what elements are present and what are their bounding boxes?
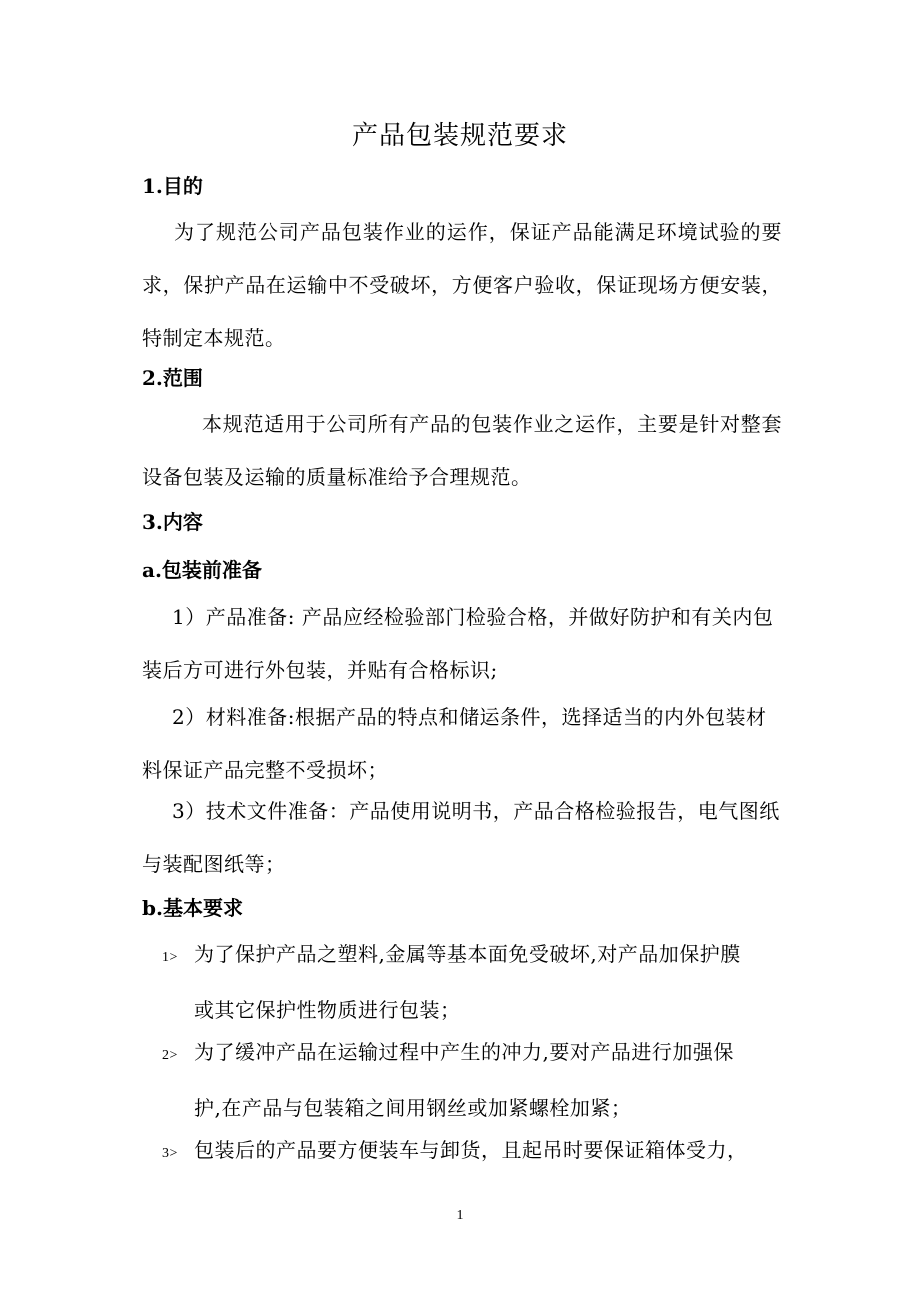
section-heading-basic: b.基本要求 xyxy=(142,896,243,920)
basic-item-number: 3> xyxy=(162,1146,178,1161)
basic-item-text: 为了缓冲产品在运输过程中产生的冲力,要对产品进行加强保 xyxy=(194,1040,734,1064)
basic-item-continuation: 或其它保护性物质进行包装； xyxy=(194,998,461,1022)
basic-item-number: 2> xyxy=(162,1048,178,1063)
basic-item-text: 为了保护产品之塑料,金属等基本面免受破坏,对产品加保护膜 xyxy=(194,942,741,966)
basic-item-text: 包装后的产品要方便装车与卸货，且起吊时要保证箱体受力， xyxy=(194,1138,748,1162)
page-number: 1 xyxy=(456,1208,464,1223)
section-heading-purpose: 1.目的 xyxy=(142,174,203,198)
section-heading-content: 3.内容 xyxy=(142,510,203,534)
section-heading-prep: a.包装前准备 xyxy=(142,558,262,582)
section-body-purpose: 为了规范公司产品包装作业的运作，保证产品能满足环境试验的要求，保护产品在运输中不受破坏，方便客户验收，保证现场方便安装，特制定本规范。 xyxy=(142,220,782,350)
basic-item-2 xyxy=(162,1026,782,1135)
prep-item-1: 1）产品准备: 产品应经检验部门检验合格，并做好防护和有关内包装后方可进行外包装，并贴有合格标识; xyxy=(142,605,774,682)
basic-item-continuation: 护,在产品与包装箱之间用钢丝或加紧螺栓加紧； xyxy=(194,1096,632,1120)
prep-item-2: 2）材料准备:根据产品的特点和储运条件，选择适当的内外包装材料保证产品完整不受损坏； xyxy=(142,705,767,782)
section-heading-scope: 2.范围 xyxy=(142,366,203,390)
basic-item-number: 1> xyxy=(162,950,178,965)
section-body-scope: 本规范适用于公司所有产品的包装作业之运作，主要是针对整套设备包装及运输的质量标准给予合理规范。 xyxy=(142,412,782,489)
prep-item-3: 3）技术文件准备：产品使用说明书，产品合格检验报告，电气图纸与装配图纸等； xyxy=(142,799,780,876)
document-title: 产品包装规范要求 xyxy=(351,121,568,151)
basic-item-1 xyxy=(162,928,782,1037)
basic-item-3 xyxy=(162,1124,782,1180)
